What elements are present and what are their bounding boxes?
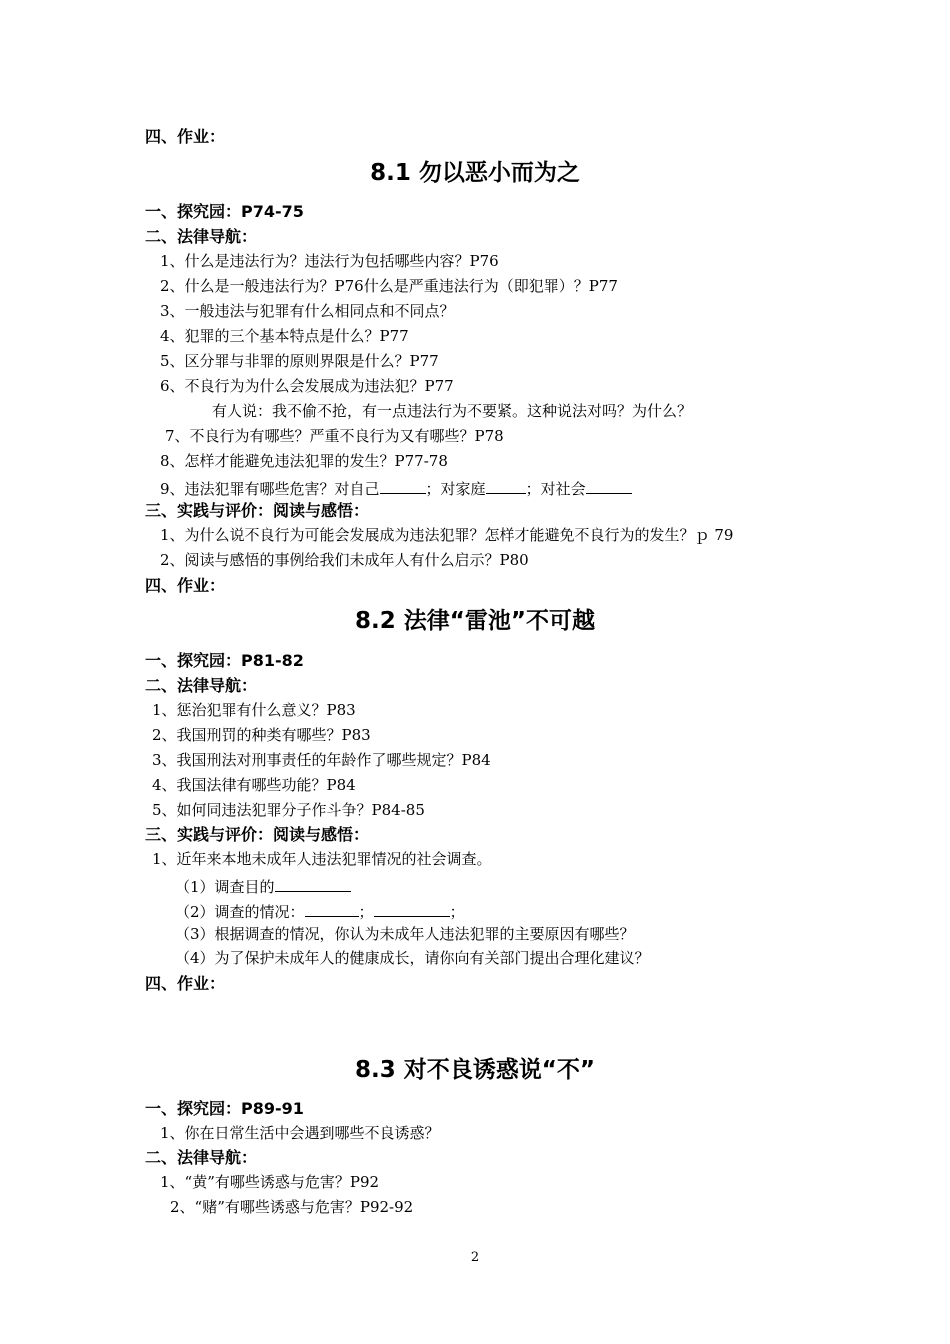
list-item: 1、为什么说不良行为可能会发展成为违法犯罪？怎样才能避免不良行为的发生？ｐ 79 (160, 526, 734, 544)
law-nav-heading: 二、法律导航： (145, 227, 258, 246)
item9-part-a: 9、违法犯罪有哪些危害？对自己 (160, 480, 380, 498)
fill-in-blank (486, 479, 526, 494)
list-item: 3、我国刑法对刑事责任的年龄作了哪些规定？P84 (152, 751, 491, 769)
list-item: 1、近年来本地未成年人违法犯罪情况的社会调查。 (152, 850, 492, 868)
explore-heading: 一、探究园：P89-91 (145, 1099, 304, 1118)
list-item: 2、什么是一般违法行为？P76什么是严重违法行为（即犯罪）？P77 (160, 277, 618, 295)
item9-part-c: ；对社会 (525, 480, 586, 498)
sub-item-label: （2）调查的情况： (175, 903, 305, 921)
list-item: 5、区分罪与非罪的原则界限是什么？P77 (160, 352, 439, 370)
fill-in-blank (275, 877, 351, 892)
list-item: 7、不良行为有哪些？严重不良行为又有哪些？P78 (165, 427, 504, 445)
practice-heading: 三、实践与评价：阅读与感悟： (145, 501, 370, 520)
section-8-3-title: 8.3 对不良诱惑说“不” (355, 1057, 595, 1083)
list-item: 2、阅读与感悟的事例给我们未成年人有什么启示？P80 (160, 551, 529, 569)
practice-heading: 三、实践与评价：阅读与感悟： (145, 825, 370, 844)
list-item: 2、我国刑罚的种类有哪些？P83 (152, 726, 371, 744)
fill-in-blank (586, 479, 632, 494)
sub-item-with-blanks (175, 902, 465, 920)
list-item: 1、“黄”有哪些诱惑与危害？P92 (160, 1173, 380, 1191)
fill-in-blank (305, 902, 359, 917)
list-item-note: 有人说：我不偷不抢，有一点违法行为不要紧。这种说法对吗？为什么？ (212, 402, 693, 420)
sub-item-label: （1）调查目的 (175, 878, 275, 896)
law-nav-heading: 二、法律导航： (145, 676, 258, 695)
homework-heading: 四、作业： (145, 974, 226, 993)
homework-heading: 四、作业： (145, 576, 226, 595)
list-item: 1、什么是违法行为？违法行为包括哪些内容？P76 (160, 252, 499, 270)
list-item: 1、惩治犯罪有什么意义？P83 (152, 701, 356, 719)
fill-in-blank (380, 479, 426, 494)
law-nav-heading: 二、法律导航： (145, 1148, 258, 1167)
explore-heading: 一、探究园：P74-75 (145, 202, 304, 221)
sub-item: （4）为了保护未成年人的健康成长，请你向有关部门提出合理化建议？ (175, 949, 650, 967)
fill-in-blank (374, 902, 450, 917)
explore-heading: 一、探究园：P81-82 (145, 651, 304, 670)
list-item: 4、我国法律有哪些功能？P84 (152, 776, 356, 794)
homework-heading: 四、作业： (145, 127, 226, 146)
list-item: 8、怎样才能避免违法犯罪的发生？P77-78 (160, 452, 448, 470)
list-item: 6、不良行为为什么会发展成为违法犯？P77 (160, 377, 454, 395)
section-8-2-title: 8.2 法律“雷池”不可越 (355, 608, 595, 634)
item9-part-b: ；对家庭 (425, 480, 486, 498)
list-item: 5、如何同违法犯罪分子作斗争？P84-85 (152, 801, 425, 819)
section-8-1-title: 8.1 勿以恶小而为之 (370, 160, 580, 186)
list-item-with-blanks (160, 479, 632, 497)
list-item: 3、一般违法与犯罪有什么相同点和不同点？ (160, 302, 455, 320)
list-item: 1、你在日常生活中会遇到哪些不良诱惑？ (160, 1124, 440, 1142)
sub-item: （3）根据调查的情况，你认为未成年人违法犯罪的主要原因有哪些？ (175, 925, 635, 943)
page-number: 2 (470, 1250, 480, 1265)
list-item: 2、“赌”有哪些诱惑与危害？P92-92 (170, 1198, 414, 1216)
separator: ； (449, 903, 465, 921)
list-item: 4、犯罪的三个基本特点是什么？P77 (160, 327, 409, 345)
separator: ； (358, 903, 374, 921)
sub-item-with-blank (175, 877, 351, 895)
